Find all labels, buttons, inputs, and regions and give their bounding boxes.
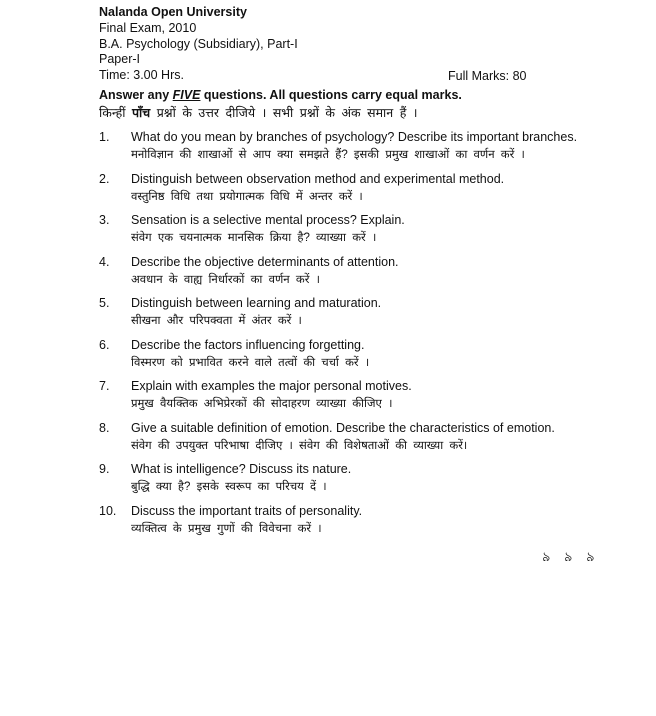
question-text-hi: संवेग एक चयनात्मक मानसिक क्रिया है? व्याख्या करें ।: [131, 232, 377, 244]
question-text-hi: संवेग की उपयुक्त परिभाषा दीजिए । संवेग की विशेषताओं की व्याख्या करें।: [131, 440, 468, 452]
exam-title: Final Exam, 2010: [99, 20, 197, 35]
question-text-hi: प्रमुख वैयक्तिक अभिप्रेरकों की सोदाहरण व्याख्या कीजिए ।: [131, 398, 393, 410]
question-number: 1.: [99, 130, 110, 144]
question-text-hi: बुद्धि क्या है? इसके स्वरूप का परिचय दें ।: [131, 481, 327, 493]
question-number: 7.: [99, 379, 110, 393]
question-text-en: Sensation is a selective mental process? Explain.: [131, 213, 405, 227]
question-text-hi: मनोविज्ञान की शाखाओं से आप क्या समझते हैं? इसकी प्रमुख शाखाओं का वर्णन करें ।: [131, 149, 525, 161]
question-number: 5.: [99, 296, 110, 310]
question-text-hi: विस्मरण को प्रभावित करने वाले तत्वों की चर्चा करें ।: [131, 357, 370, 369]
question-text-en: Give a suitable definition of emotion. Describe the characteristics of emotion.: [131, 421, 555, 435]
course-name: B.A. Psychology (Subsidiary), Part-I: [99, 36, 298, 51]
university-name: Nalanda Open University: [99, 5, 247, 19]
question-text-en: What is intelligence? Discuss its nature.: [131, 462, 352, 476]
instructions-english: [99, 88, 462, 102]
instructions-hi-suffix: प्रश्नों के उत्तर दीजिये । सभी प्रश्नों के अंक समान हैं ।: [150, 106, 418, 120]
instructions-hi-prefix: किन्हीं: [99, 106, 132, 120]
question-number: 8.: [99, 421, 110, 435]
instructions-en-suffix: questions. All questions carry equal marks.: [200, 88, 462, 102]
exam-header: [99, 5, 298, 84]
question-text-en: What do you mean by branches of psychology? Describe its important branches.: [131, 130, 578, 144]
question-number: 6.: [99, 338, 110, 352]
instructions-en-prefix: Answer any: [99, 88, 173, 102]
question-text-hi: वस्तुनिष्ठ विधि तथा प्रयोगात्मक विधि में अन्तर करें ।: [131, 191, 363, 203]
end-marks: ৯ ৯ ৯: [542, 549, 595, 564]
paper-name: Paper-I: [99, 52, 140, 67]
question-text-hi: व्यक्तित्व के प्रमुख गुणों की विवेचना करें ।: [131, 523, 322, 535]
question-text-hi: अवधान के वाह्य निर्धारकों का वर्णन करें ।: [131, 274, 320, 286]
exam-time: Time: 3.00 Hrs.: [99, 68, 184, 83]
question-number: 10.: [99, 504, 117, 518]
question-number: 9.: [99, 462, 110, 476]
instructions-en-emphasis: FIVE: [172, 88, 201, 102]
instructions-hindi: [99, 104, 418, 121]
question-text-en: Distinguish between observation method and experimental method.: [131, 172, 505, 186]
question-number: 4.: [99, 255, 110, 269]
question-text-en: Describe the factors influencing forgetting.: [131, 338, 365, 352]
question-number: 3.: [99, 213, 110, 227]
instructions-hi-emphasis: पाँच: [131, 106, 151, 120]
full-marks: Full Marks: 80: [448, 69, 527, 83]
question-number: 2.: [99, 172, 110, 186]
question-text-en: Distinguish between learning and maturation.: [131, 296, 382, 310]
question-text-hi: सीखना और परिपक्वता में अंतर करें ।: [131, 315, 302, 327]
question-text-en: Discuss the important traits of personality.: [131, 504, 363, 518]
question-text-en: Explain with examples the major personal motives.: [131, 379, 412, 393]
question-text-en: Describe the objective determinants of attention.: [131, 255, 399, 269]
